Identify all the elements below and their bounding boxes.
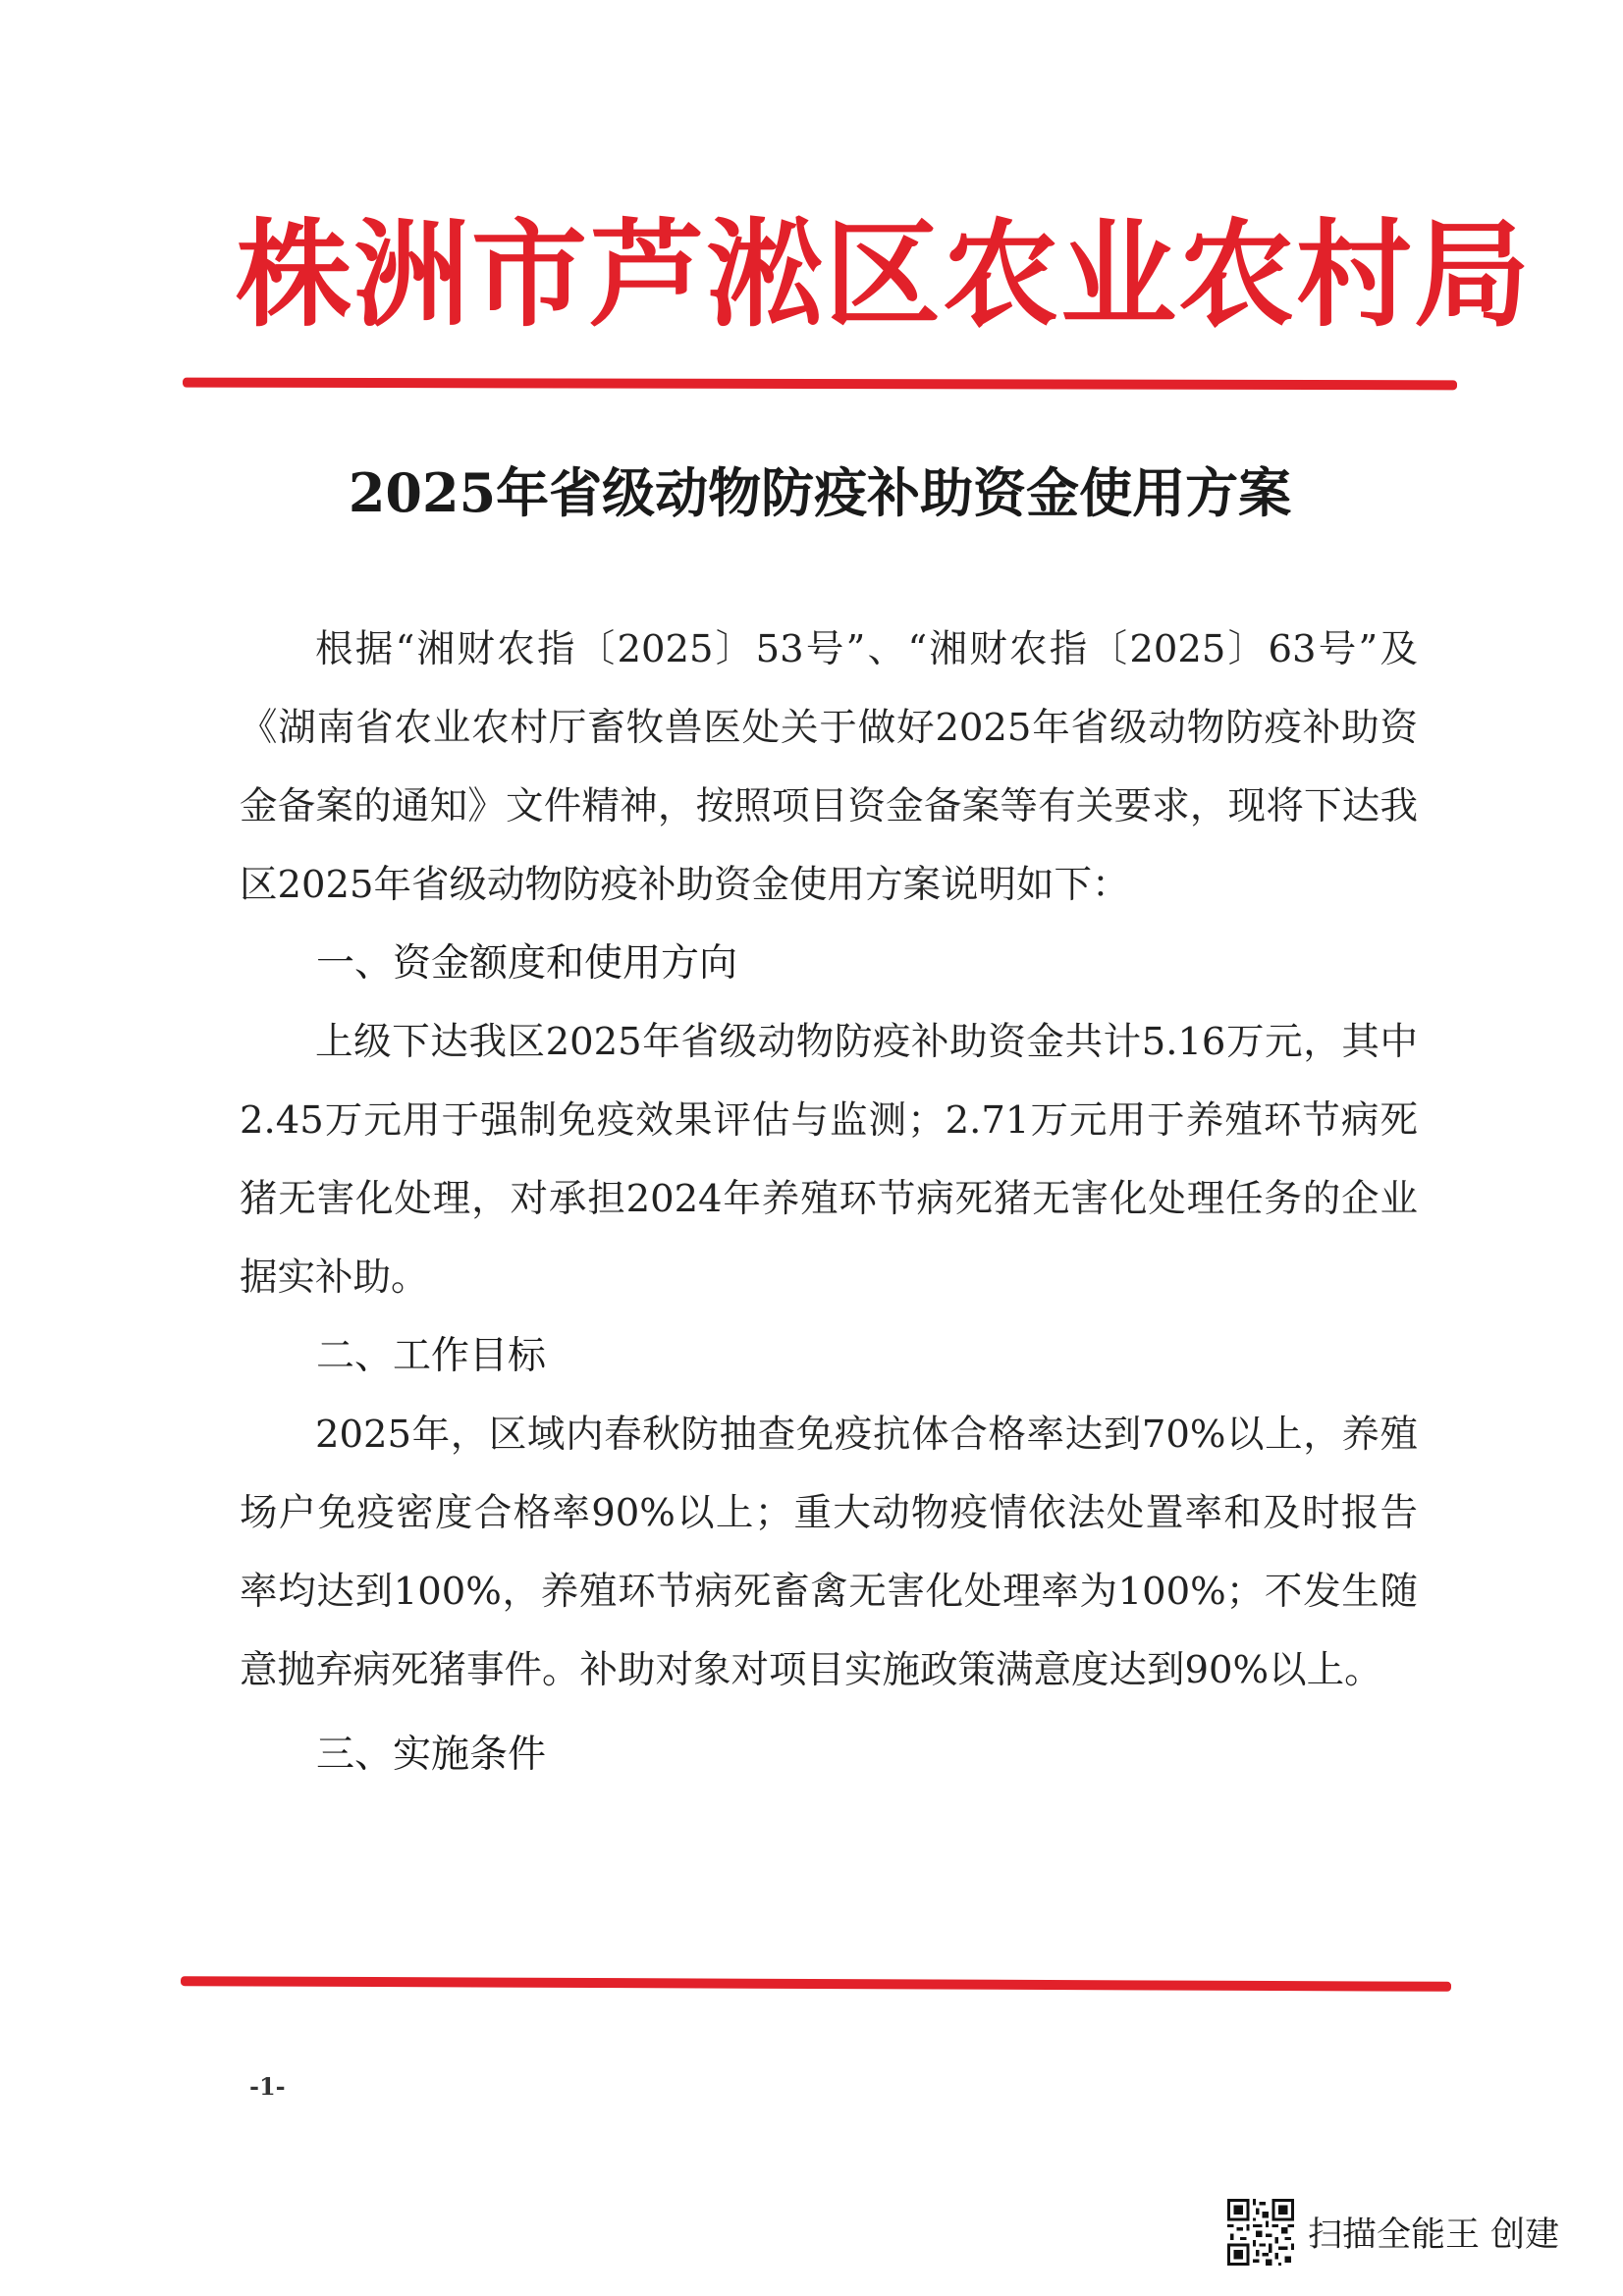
document-body	[240, 611, 1418, 1794]
section-heading-2: 二、工作目标	[316, 1334, 547, 1378]
watermark-text: 扫描全能王 创建	[1308, 2216, 1560, 2255]
scanner-watermark	[1227, 2199, 1559, 2266]
section-paragraph-2: 2025年，区域内春秋防抽查免疫抗体合格率达到70%以上，养殖场户免疫密度合格率90%以上；重大动物疫情依法处置率和及时报告率均达到100%，养殖环节病死畜禽无害化处理率为100%；不发生随意抛弃病死猪事件。补助对象对项目实施政策满意度达到90%以上。	[240, 1413, 1418, 1692]
section-paragraph-1: 上级下达我区2025年省级动物防疫补助资金共计5.16万元，其中2.45万元用于强制免疫效果评估与监测；2.71万元用于养殖环节病死猪无害化处理，对承担2024年养殖环节病死猪无害化处理任务的企业据实补助。	[240, 1020, 1418, 1300]
letterhead-red-divider	[183, 378, 1457, 391]
intro-paragraph: 根据“湘财农指〔2025〕53号”、“湘财农指〔2025〕63号”及《湖南省农业农村厅畜牧兽医处关于做好2025年省级动物防疫补助资金备案的通知》文件精神，按照项目资金备案等有关要求，现将下达我区2025年省级动物防疫补助资金使用方案说明如下：	[240, 627, 1418, 907]
section-heading-3: 三、实施条件	[316, 1733, 547, 1777]
document-title: 2025年省级动物防疫补助资金使用方案	[348, 461, 1292, 524]
page-number: -1-	[249, 2072, 286, 2101]
qr-code-icon	[1227, 2199, 1294, 2266]
letterhead-title: 株洲市芦淞区农业农村局	[236, 207, 1533, 343]
section-heading-1: 一、资金额度和使用方向	[316, 941, 738, 986]
footer-red-divider	[181, 1976, 1451, 1992]
